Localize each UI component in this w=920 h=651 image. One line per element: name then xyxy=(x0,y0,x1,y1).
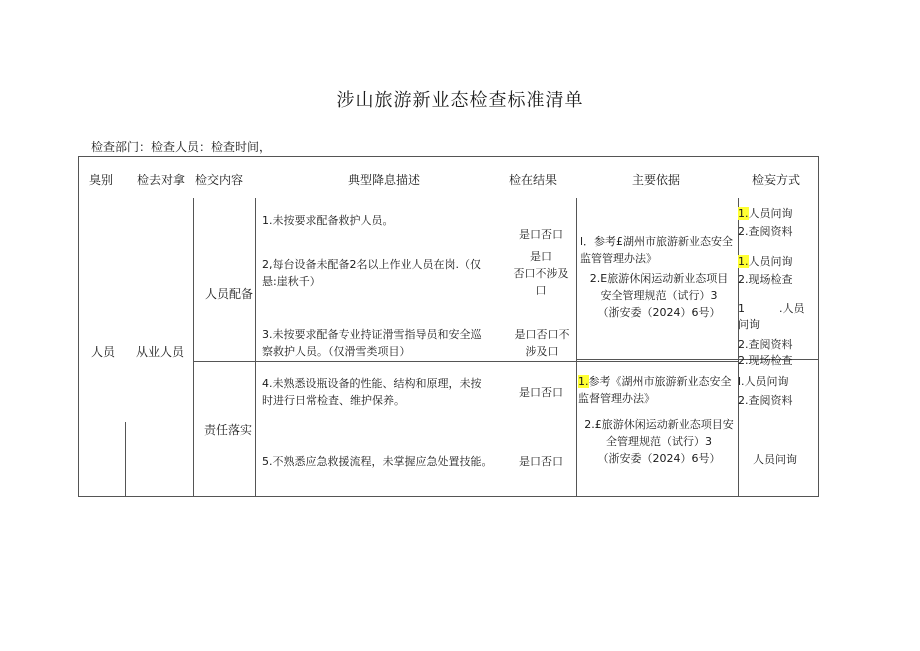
result-item-1[interactable]: 是口否口 xyxy=(519,228,563,241)
header-basis: 主要依据 xyxy=(632,173,681,187)
basis-upper: l．参考£湖州市旅游新业态安全 监管管理办法》 2.E旅游休闲运动新业态项目 安全管理规范（试行）3 （浙安委（2024）6号） xyxy=(580,235,734,319)
col-divider-target xyxy=(125,422,126,497)
table-border-bottom xyxy=(78,496,819,497)
col-divider-content xyxy=(193,198,194,497)
description-item-4: 4.未熟悉设瓶设备的性能、结构和原理，未按 时进行日常检査、维护保养。 xyxy=(262,377,482,407)
result-item-3[interactable]: 是口否口不 涉及口 xyxy=(514,328,570,358)
result-item-2[interactable]: 是口 否口不涉及 口 xyxy=(513,250,569,297)
content-cell-staffing: 人员配备 xyxy=(205,287,254,301)
method-lower-1: l.人员问询 xyxy=(738,375,789,388)
result-item-4[interactable]: 是口否口 xyxy=(519,386,563,399)
row-divider-section xyxy=(193,361,738,362)
header-category: 臭别 xyxy=(89,173,114,187)
basis-lower: 1.参考《湖州市旅游新业态安全 监督管理办法》 2.£旅游休闲运动新业态项目安 全管理规范（试行）3 （浙安委（2024）6号） xyxy=(578,375,734,465)
result-item-5[interactable]: 是口否口 xyxy=(519,455,563,468)
method-upper: 1.人员问询 2.查阅资料 1.人员问询 2.现场检查 1 .人员 问询 2.查阅资料 2.现场检查 xyxy=(738,207,805,367)
description-item-5: 5.不熟悉应急救援流程，未掌握应急处置技能。 xyxy=(262,455,493,468)
col-divider-description xyxy=(255,198,256,497)
table-border-top xyxy=(78,156,819,157)
target-cell: 从业人员 xyxy=(136,345,185,359)
header-content: 检交内容 xyxy=(195,173,244,187)
header-method: 检妄方式 xyxy=(752,173,801,187)
header-target: 检去对拿 xyxy=(137,173,186,187)
method-lower-2: 2.查阅资料 xyxy=(738,394,793,407)
col-divider-basis xyxy=(576,198,577,497)
category-cell: 人员 xyxy=(91,345,116,359)
table-border-right xyxy=(818,156,819,497)
header-result: 检在结果 xyxy=(509,173,558,187)
table-border-left xyxy=(78,156,79,497)
description-item-3: 3.未按要求配备专业持证滑雪指导员和安全巡 察救护人员。（仅滑雪类项目） xyxy=(262,328,482,358)
content-cell-responsibility: 责任落实 xyxy=(204,423,253,437)
description-item-2: 2,每台设备未配备2名以上作业人员在岗.（仅 悬:崖秋千） xyxy=(262,258,481,288)
header-description: 典型降息描述 xyxy=(348,173,421,187)
inspection-meta-line: 检查部门：检查人员：检查时间， xyxy=(91,140,272,154)
page-title: 涉山旅游新业态检查标准清单 xyxy=(336,90,584,111)
description-item-1: 1.未按要求配备救护人员。 xyxy=(262,214,394,227)
method-lower-3: 人员问询 xyxy=(753,453,797,466)
